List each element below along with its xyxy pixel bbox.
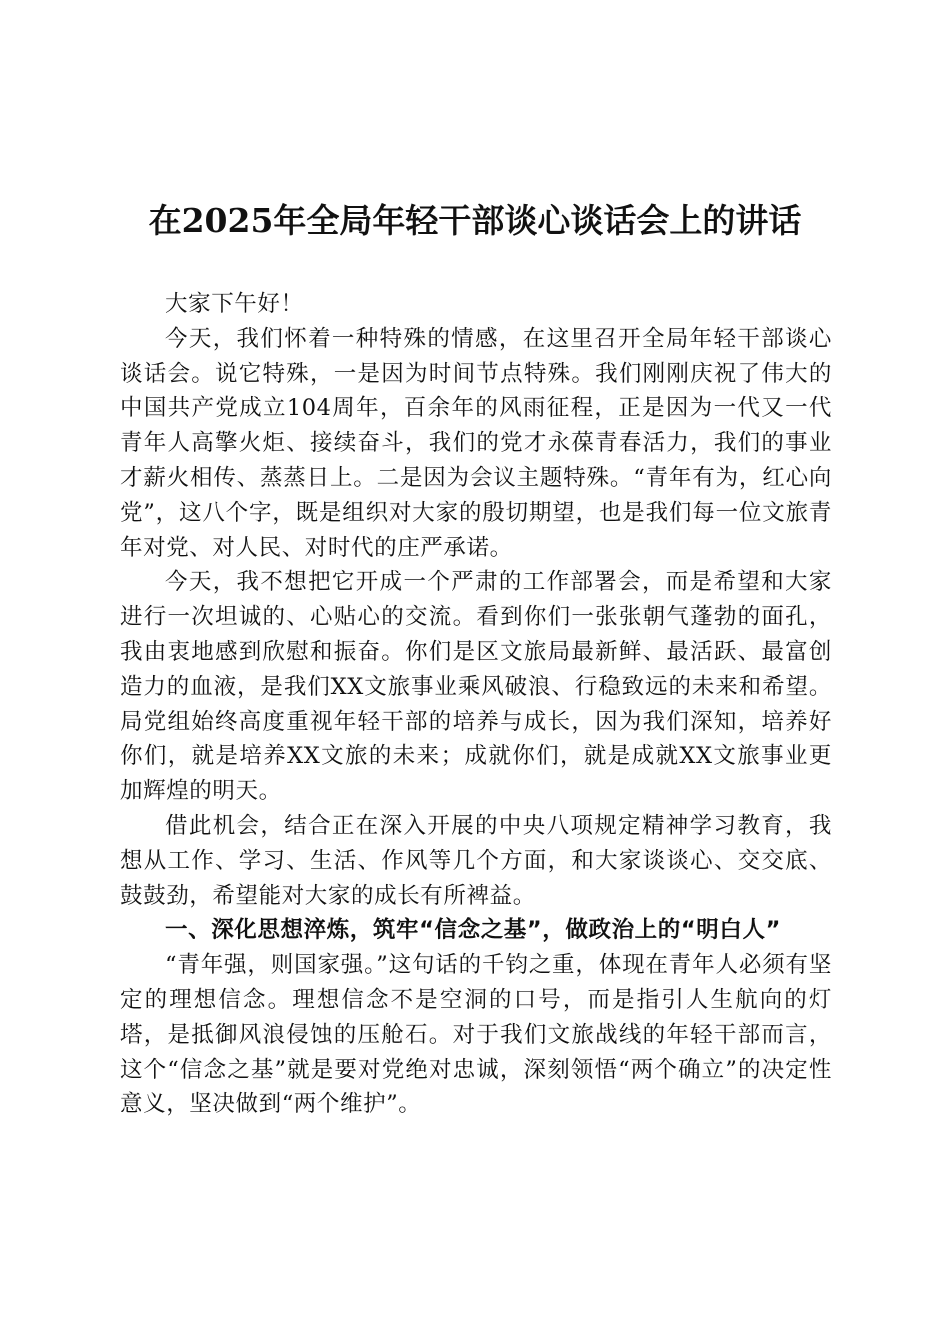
- body-paragraph: 今天，我们怀着一种特殊的情感，在这里召开全局年轻干部谈心谈话会。说它特殊，一是因为时间节点特殊。我们刚刚庆祝了伟大的中国共产党成立104周年，百余年的风雨征程，正是因为一代又一代青年人高擎火炬、接续奋斗，我们的党才永葆青春活力，我们的事业才薪火相传、蒸蒸日上。二是因为会议主题特殊。“青年有为，红心向党”，这八个字，既是组织对大家的殷切期望，也是我们每一位文旅青年对党、对人民、对时代的庄严承诺。: [120, 325, 832, 561]
- section-paragraph: “青年强，则国家强。”这句话的千钧之重，体现在青年人必须有坚定的理想信念。理想信念不是空洞的口号，而是指引人生航向的灯塔，是抵御风浪侵蚀的压舱石。对于我们文旅战线的年轻干部而言，这个“信念之基”就是要对党绝对忠诚，深刻领悟“两个确立”的决定性意义，坚决做到“两个维护”。: [120, 952, 832, 1118]
- body-paragraph: 借此机会，结合正在深入开展的中央八项规定精神学习教育，我想从工作、学习、生活、作风等几个方面，和大家谈谈心、交交底、鼓鼓劲，希望能对大家的成长有所裨益。: [120, 812, 832, 909]
- greeting-paragraph: 大家下午好！: [165, 291, 304, 317]
- body-paragraph: 今天，我不想把它开成一个严肃的工作部署会，而是希望和大家进行一次坦诚的、心贴心的交流。看到你们一张张朝气蓬勃的面孔，我由衷地感到欣慰和振奋。你们是区文旅局最新鲜、最活跃、最富创造力的血液，是我们XX文旅事业乘风破浪、行稳致远的未来和希望。局党组始终高度重视年轻干部的培养与成长，因为我们深知，培养好你们，就是培养XX文旅的未来；成就你们，就是成就XX文旅事业更加辉煌的明天。: [120, 569, 832, 805]
- document-body: [120, 287, 832, 1122]
- section-heading: 一、深化思想淬炼，筑牢“信念之基”，做政治上的“明白人”: [165, 917, 781, 944]
- document-title: 在2025年全局年轻干部谈心谈话会上的讲话: [148, 201, 802, 240]
